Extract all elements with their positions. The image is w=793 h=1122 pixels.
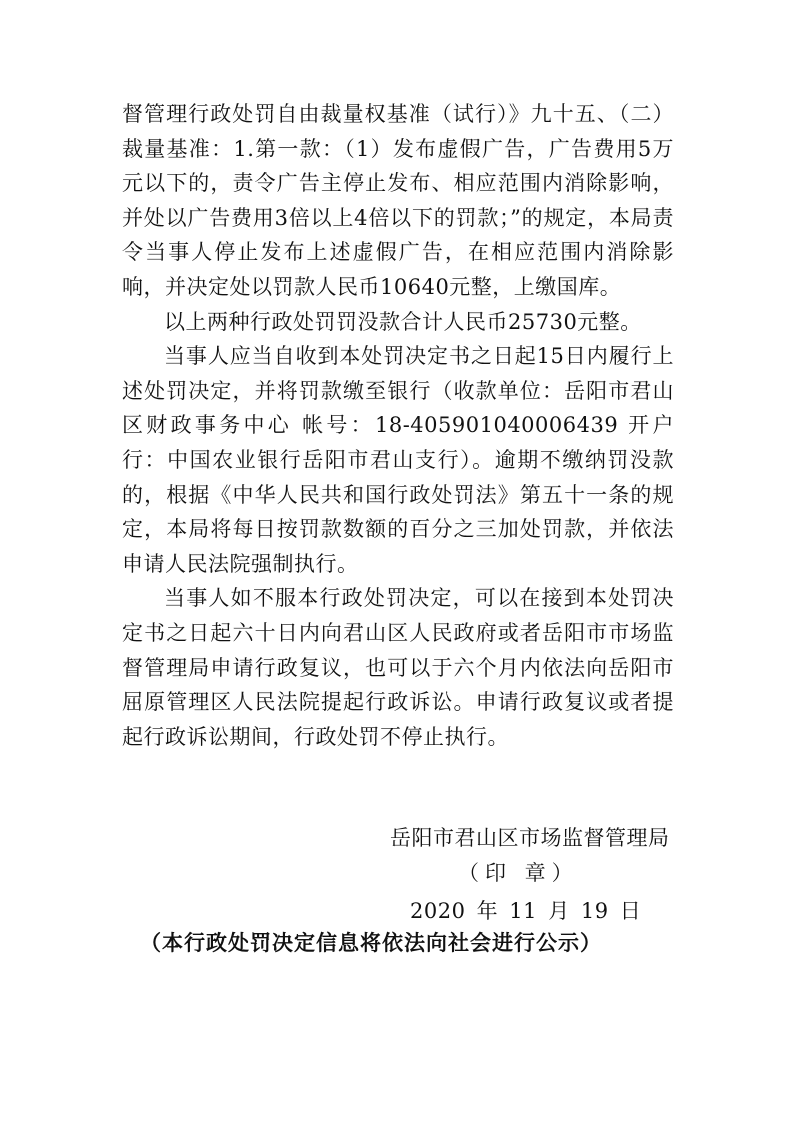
paragraph-appeal-rights: 当事人如不服本行政处罚决定，可以在接到本处罚决定书之日起六十日内向君山区人民政府或者岳阳市市场监督管理局申请行政复议，也可以于六个月内依法向岳阳市屈原管理区人民法院提起行政诉讼。申请行政复议或者提起行政诉讼期间，行政处罚不停止执行。 — [122, 586, 674, 749]
issue-date: 2020 年 11 月 19 日 — [410, 899, 642, 923]
seal-placeholder: （印 章） — [458, 861, 579, 885]
paragraph-penalty-basis: 督管理行政处罚自由裁量权基准（试行）》九十五、（二）裁量基准：1.第一款：（1）发布虚假广告，广告费用5万元以下的，责令广告主停止发布、相应范围内消除影响，并处以广告费用3倍以上4倍以下的罚款；”的规定，本局责令当事人停止发布上述虚假广告，在相应范围内消除影响，并决定处以罚款人民币10640元整，上缴国库。 — [122, 102, 674, 299]
issuing-organization: 岳阳市君山区市场监督管理局 — [390, 826, 670, 850]
paragraph-total-amount: 以上两种行政处罚罚没款合计人民币25730元整。 — [164, 309, 642, 334]
publicity-notice: （本行政处罚决定信息将依法向社会进行公示） — [140, 930, 602, 955]
paragraph-payment-instructions: 当事人应当自收到本处罚决定书之日起15日内履行上述处罚决定，并将罚款缴至银行（收款单位：岳阳市君山区财政事务中心 帐号：18-405901040006439 开户行：中国农业银行岳阳市君山支行）。逾期不缴纳罚没款的，根据《中华人民共和国行政处罚法》第五十一条的规定，本局将每日按罚款数额的百分之三加处罚款，并依法申请人民法院强制执行。 — [122, 344, 674, 576]
document-body — [122, 97, 674, 754]
